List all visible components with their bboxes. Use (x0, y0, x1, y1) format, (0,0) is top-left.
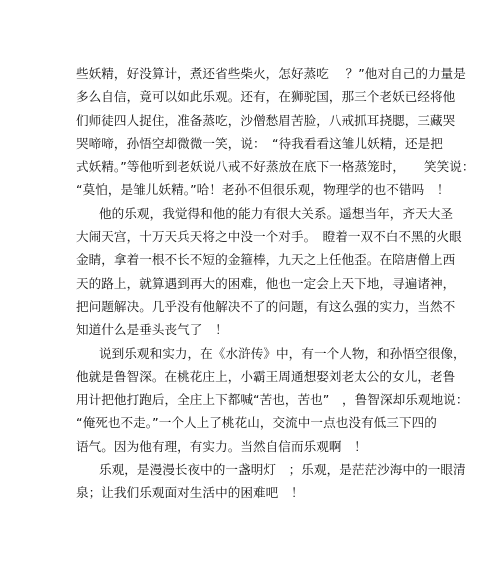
text-line: 些妖精，好没算计，煮还省些柴火，怎好蒸吃 ？”他对自己的力量是 (76, 66, 466, 81)
text-line: 用计把他打跑后，全庄上下都喊“苦也，苦也” ，鲁智深却乐观地说： (76, 392, 469, 408)
paragraph (76, 62, 475, 202)
text-line: “莫怕，是雏儿妖精。”哈！老孙不但很乐观，物理学的也不错吗 ！ (76, 182, 450, 198)
text-line: 知道什么是垂头丧气了 ！ (76, 322, 228, 338)
text-line: 金睛，拿着一根不长不短的金箍棒，九天之上任他歪。在陪唐僧上西 (76, 252, 456, 268)
paragraph (76, 458, 466, 505)
text-line: 说到乐观和实力，在《水浒传》中，有一个人物，和孙悟空很像， (99, 345, 466, 361)
text-line: 多么自信，竟可以如此乐观。还有，在狮驼国，那三个老妖已经将他 (76, 89, 456, 105)
paragraph (76, 342, 469, 458)
text-line: 式妖精。”等他听到老妖说八戒不好蒸放在底下一格蒸笼时， 笑笑说： (76, 159, 475, 175)
text-line: 天的路上，就算遇到再大的困难，他也一定会上天下地，寻遍诸神， (76, 275, 456, 291)
paragraph (76, 202, 462, 342)
text-line: 他的乐观，我觉得和他的能力有很大关系。遥想当年，齐天大圣 (99, 205, 454, 221)
text-line: 哭啼啼，孙悟空却微微一笑，说： “待我看看这雏儿妖精，还是把 (76, 135, 443, 151)
text-line: 大闹天宫，十万天兵天将之中没一个对手。 瞪着一双不白不黑的火眼 (76, 229, 462, 245)
text-line: 乐观，是漫漫长夜中的一盏明灯 ；乐观，是茫茫沙海中的一眼清 (99, 462, 466, 478)
text-line: 把问题解决。几乎没有他解决不了的问题，有这么强的实力，当然不 (76, 298, 456, 314)
text-line: 泉；让我们乐观面对生活中的困难吧 ！ (76, 485, 304, 501)
text-line: 他就是鲁智深。在桃花庄上，小霸王周通想娶刘老太公的女儿，老鲁 (76, 368, 456, 384)
document-page (76, 62, 475, 505)
text-line: 语气。因为他有理，有实力。当然自信而乐观啊 ！ (76, 438, 367, 454)
text-line: 们师徒四人捉住，准备蒸吃，沙僧愁眉苦脸，八戒抓耳挠腮，三藏哭 (76, 112, 456, 128)
text-line: “俺死也不走。”一个人上了桃花山，交流中一点也没有低三下四的 (76, 415, 437, 431)
